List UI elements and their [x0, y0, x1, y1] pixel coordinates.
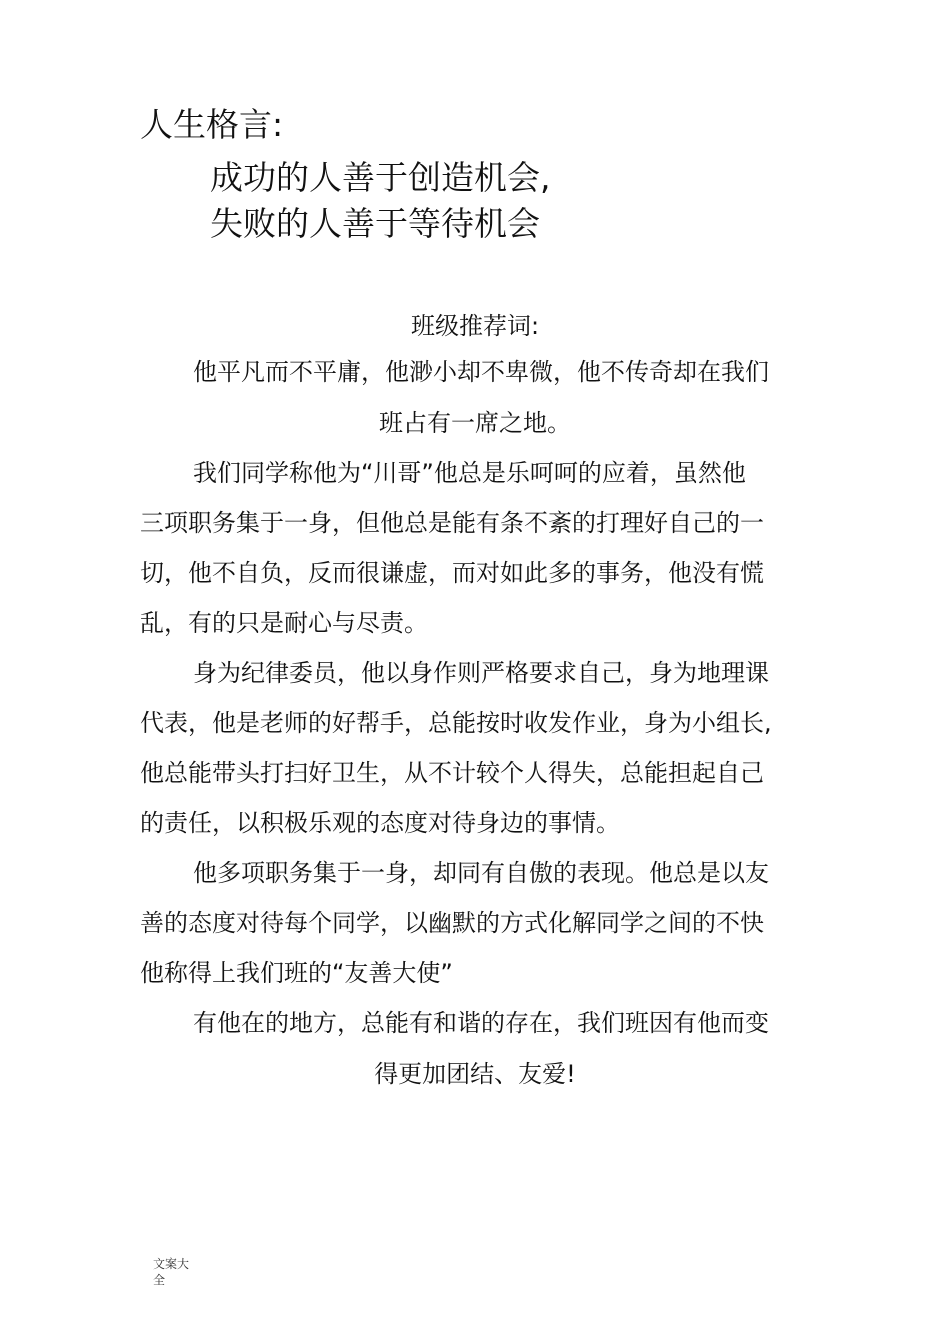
- paragraph-line: 代表，他是老师的好帮手，总能按时收发作业，身为小组长,: [140, 709, 772, 737]
- paragraph-line: 三项职务集于一身，但他总是能有条不紊的打理好自己的一: [140, 509, 764, 537]
- footer-label: 文案大全: [153, 1257, 190, 1287]
- paragraph-line: 善的态度对待每个同学，以幽默的方式化解同学之间的不快: [140, 909, 764, 937]
- paragraph-line: 他多项职务集于一身，却同有自傲的表现。他总是以友: [193, 859, 769, 887]
- paragraph-line: 得更加团结、友爱!: [374, 1060, 576, 1088]
- motto-line-failure: 失败的人善于等待机会: [210, 204, 540, 243]
- paragraph-line: 他称得上我们班的“友善大使”: [140, 959, 453, 987]
- paragraph-line: 班占有一席之地。: [379, 409, 571, 437]
- paragraph-line: 我们同学称他为“川哥”他总是乐呵呵的应着，虽然他: [193, 459, 746, 487]
- motto-line-success: 成功的人善于创造机会,: [210, 158, 551, 197]
- paragraph-line: 身为纪律委员，他以身作则严格要求自己，身为地理课: [193, 659, 769, 687]
- recommendation-title: 班级推荐词:: [410, 312, 540, 340]
- paragraph-line: 他总能带头打扫好卫生，从不计较个人得失，总能担起自己: [140, 759, 764, 787]
- motto-heading: 人生格言:: [140, 105, 284, 144]
- paragraph-line: 切，他不自负，反而很谦虚，而对如此多的事务，他没有慌: [140, 559, 764, 587]
- paragraph-line: 有他在的地方，总能有和谐的存在，我们班因有他而变: [193, 1009, 769, 1037]
- paragraph-line: 乱，有的只是耐心与尽责。: [140, 609, 428, 637]
- paragraph-line: 的责任，以积极乐观的态度对待身边的事情。: [140, 809, 620, 837]
- paragraph-line: 他平凡而不平庸，他渺小却不卑微，他不传奇却在我们: [193, 358, 769, 386]
